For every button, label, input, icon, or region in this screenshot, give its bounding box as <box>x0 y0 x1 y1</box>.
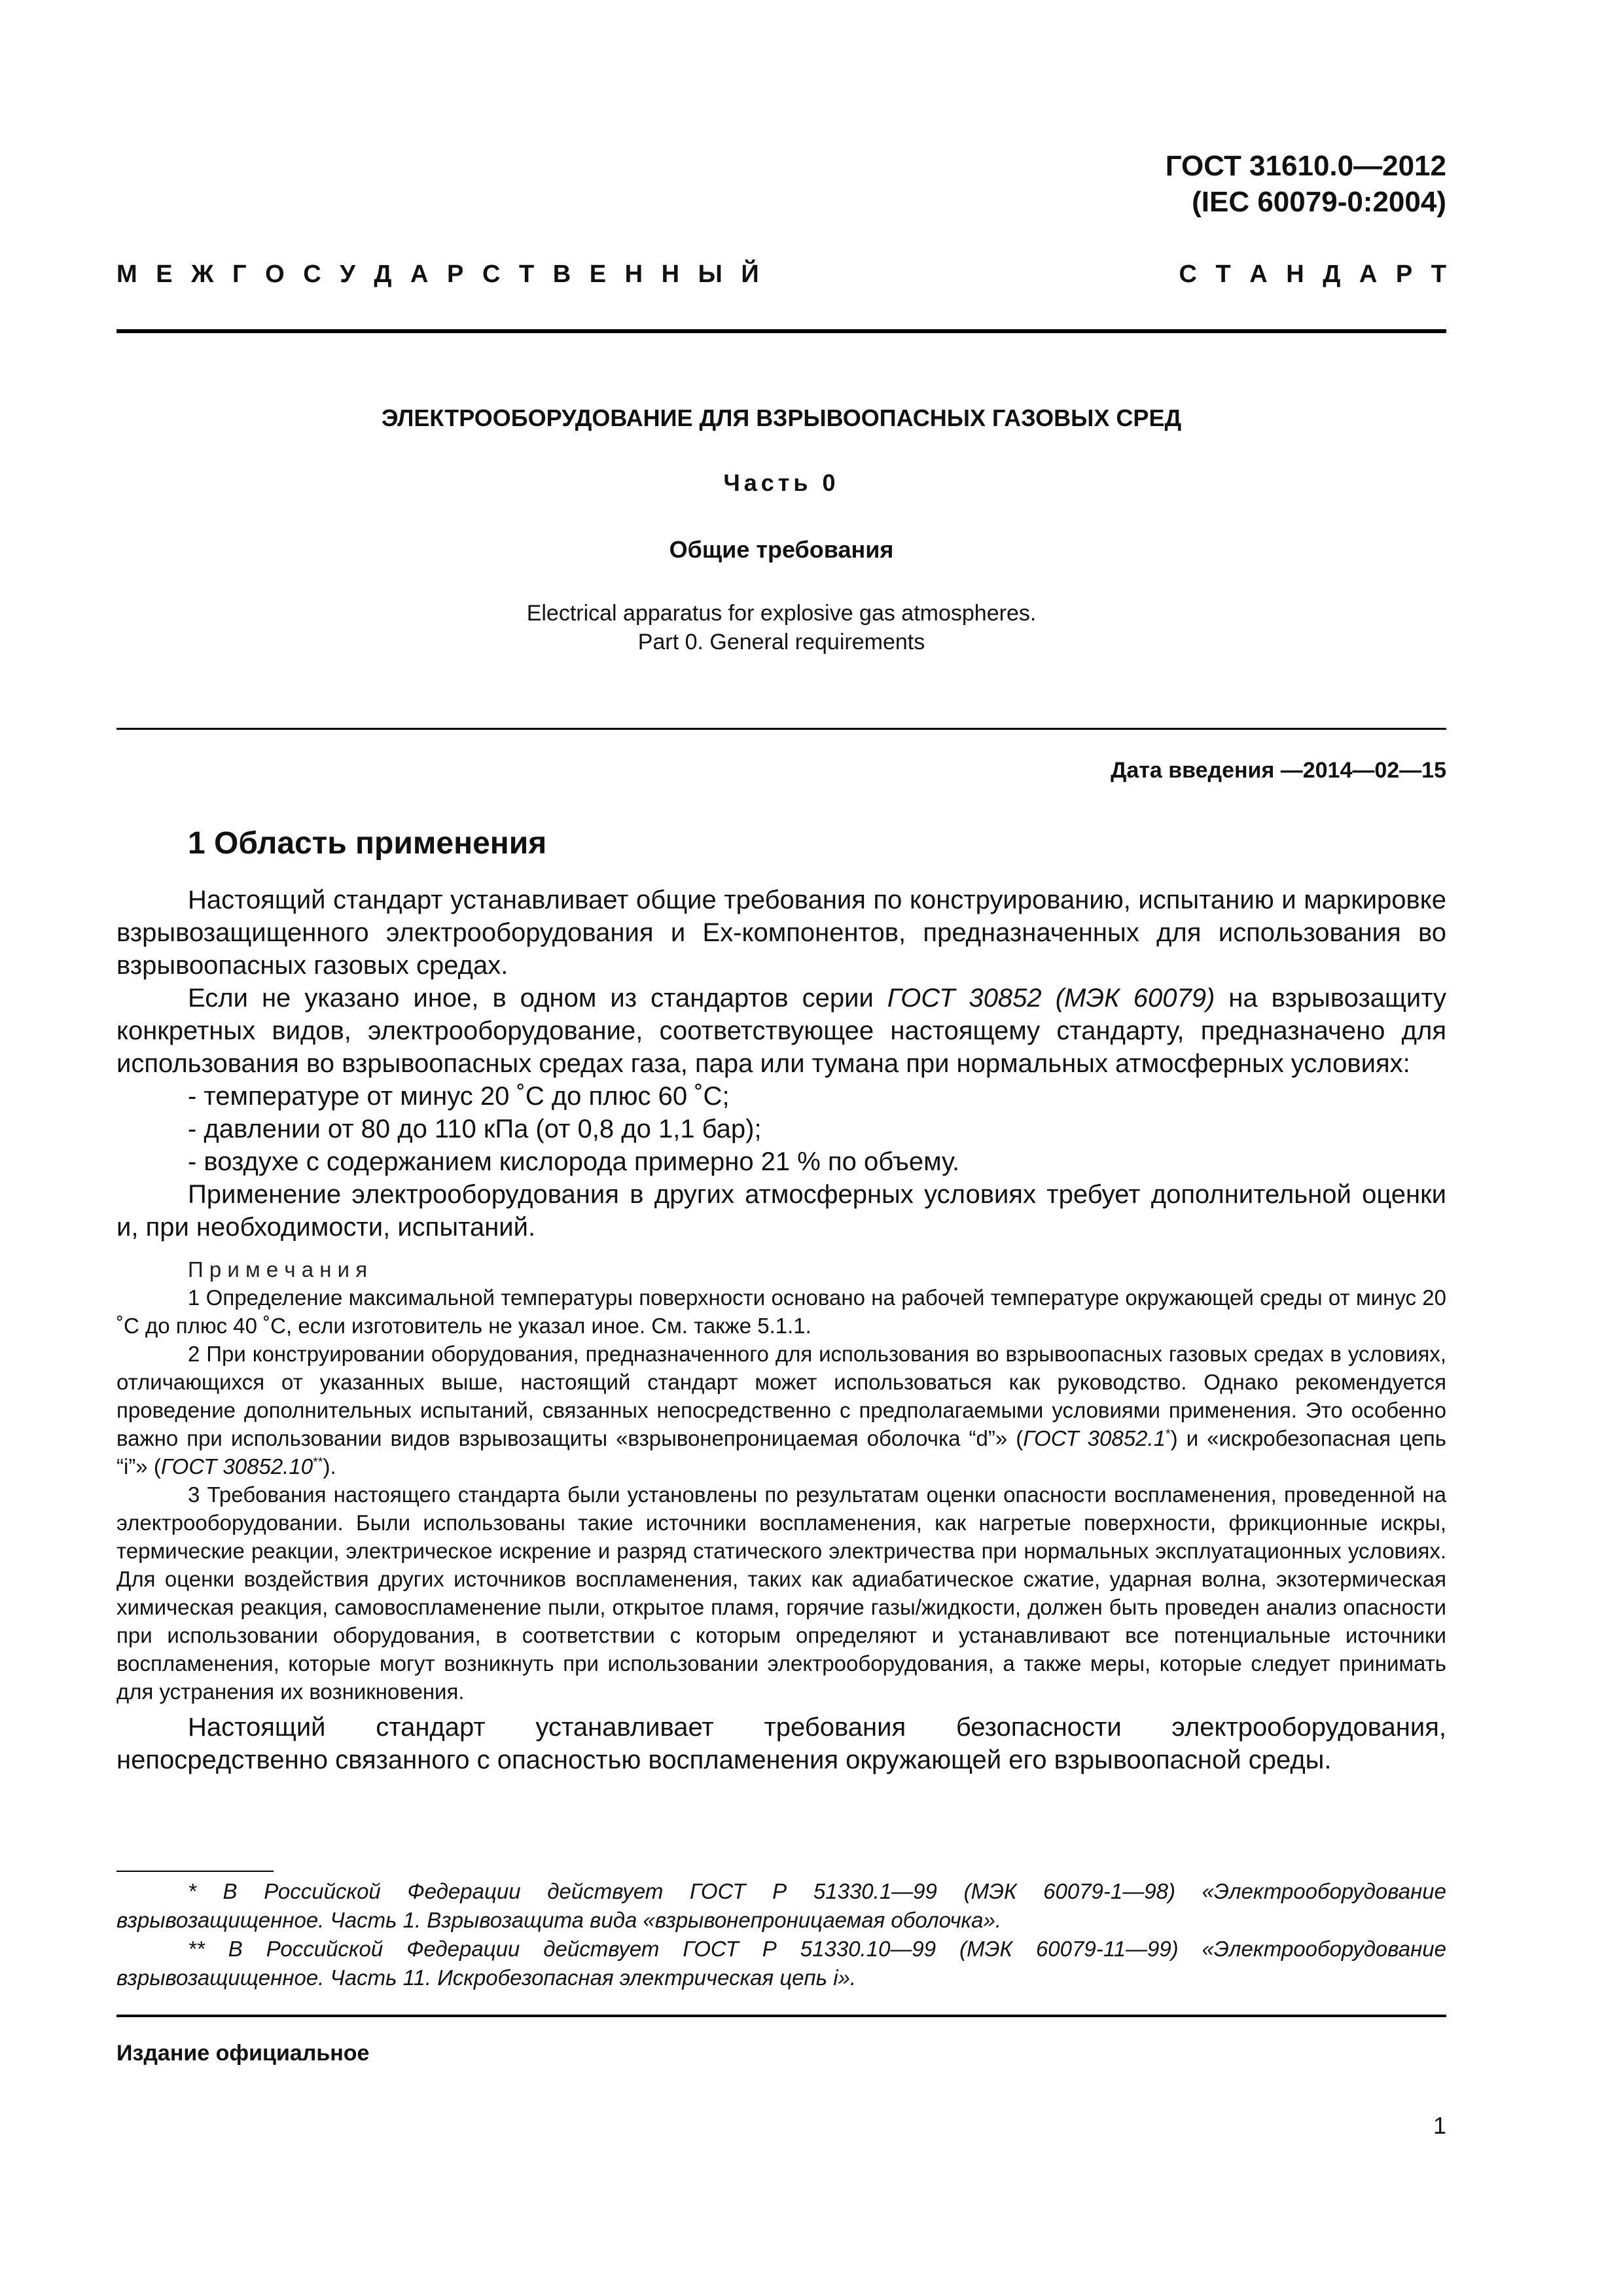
condition-list-item: - воздухе с содержанием кислорода примерно 21 % по объему. <box>188 1147 960 1176</box>
english-title-line1: Electrical apparatus for explosive gas atmospheres. <box>526 601 1037 626</box>
note-2-reference-2: ГОСТ 30852.10 <box>160 1454 313 1479</box>
document-title: ЭЛЕКТРООБОРУДОВАНИЕ ДЛЯ ВЗРЫВООПАСНЫХ ГАЗОВЫХ СРЕД <box>381 404 1182 431</box>
paragraph-2-text-b: на взрывозащиту конкретных видов, электрооборудование, соответствующее настоящему стандарту, предназначено для использования во взрывоопасных средах газа, пара или тумана при нормальных атмосферных условиях: <box>116 984 1447 1078</box>
edition-label: Издание официальное <box>116 2041 370 2066</box>
section-heading: 1 Область применения <box>188 826 547 861</box>
note-2-text-end: ). <box>323 1454 336 1479</box>
page-number: 1 <box>1433 2112 1446 2139</box>
iec-code: (IEC 60079-0:2004) <box>1192 186 1446 218</box>
paragraph-4: Настоящий стандарт устанавливает требования безопасности электрооборудования, непосредственно связанного с опасностью воспламенения окружающей его взрывоопасной среды. <box>116 1713 1446 1774</box>
notes-label: П р и м е ч а н и я <box>188 1257 368 1282</box>
header-rule <box>116 329 1446 333</box>
english-title-line2: Part 0. General requirements <box>637 630 925 655</box>
document-subtitle: Общие требования <box>669 536 894 563</box>
note-1: 1 Определение максимальной температуры поверхности основано на рабочей температуре окружающей среды от минус 20 ˚С до плюс 40 ˚С, если изготовитель не указал иное. См. также 5.1.1. <box>116 1285 1446 1338</box>
footer-rule <box>116 2015 1446 2017</box>
part-label: Часть 0 <box>723 469 840 496</box>
title-rule <box>116 728 1446 730</box>
footnote-marker: ** <box>313 1455 323 1469</box>
paragraph-2-text-a: Если не указано иное, в одном из стандартов серии <box>188 984 887 1013</box>
section-body <box>116 884 1446 1776</box>
footnote-1: * В Российской Федерации действует ГОСТ Р 51330.1—99 (МЭК 60079-1—98) «Электрооборудование взрывозащищенное. Часть 1. Взрывозащита вида «взрывонепроницаемая оболочка». <box>116 1879 1446 1932</box>
condition-list-item: - давлении от 80 до 110 кПа (от 0,8 до 1,1 бар); <box>188 1115 762 1143</box>
footnote-marker: * <box>1165 1427 1171 1441</box>
paragraph-1: Настоящий стандарт устанавливает общие требования по конструированию, испытанию и маркировке взрывозащищенного электрооборудования и Ex-компонентов, предназначенных для использования во взрывоопасных газовых средах. <box>116 886 1446 980</box>
paragraph-2 <box>116 982 1446 1080</box>
paragraph-3: Применение электрооборудования в других атмосферных условиях требует дополнительной оценки и, при необходимости, испытаний. <box>116 1180 1446 1242</box>
note-2-reference-1: ГОСТ 30852.1 <box>1023 1426 1166 1450</box>
introduction-date: Дата введения —2014—02—15 <box>1111 758 1446 783</box>
banner-standard: С Т А Н Д А Р Т <box>1179 260 1446 288</box>
paragraph-2-reference: ГОСТ 30852 (МЭК 60079) <box>887 984 1215 1013</box>
condition-list-item: - температуре от минус 20 ˚С до плюс 60 ˚С; <box>188 1082 730 1111</box>
note-3: 3 Требования настоящего стандарта были установлены по результатам оценки опасности воспламенения, проведенной на электрооборудовании. Были использованы такие источники воспламенения, как нагретые поверхности, фрикционные искры, термические реакции, электрическое искрение и разряд статического электричества при нормальных эксплуатационных условиях. Для оценки воздействия других источников воспламенения, таких как адиабатическое сжатие, ударная волна, экзотермическая химическая реакция, самовоспламенение пыли, открытое пламя, горячие газы/жидкости, должен быть проведен анализ опасности при использовании оборудования, в соответствии с которым определяют и устанавливают все потенциальные источники воспламенения, которые могут возникнуть при использовании электрооборудования, а также меры, которые следует принимать для устранения их возникновения. <box>116 1482 1446 1704</box>
footnote-2: ** В Российской Федерации действует ГОСТ Р 51330.10—99 (МЭК 60079-11—99) «Электрооборудование взрывозащищенное. Часть 11. Искробезопасная электрическая цепь i». <box>116 1937 1446 1990</box>
footnotes <box>116 1877 1446 1992</box>
banner-interstate: М Е Ж Г О С У Д А Р С Т В Е Н Н Ы Й <box>116 260 759 288</box>
note-2-text-a: 2 При конструировании оборудования, предназначенного для использования во взрывоопасных газовых средах в условиях, отличающихся от указанных выше, настоящий стандарт может использоваться как руководство. Однако рекомендуется проведение дополнительных испытаний, связанных непосредственно с предполагаемыми условиями применения. Это особенно важно при использовании видов взрывозащиты «взрывонепроницаемая оболочка “d”» ( <box>116 1342 1446 1450</box>
note-2-text-mid: ) и «искробезопасная цепь “i”» ( <box>116 1426 1446 1479</box>
note-2 <box>116 1340 1446 1480</box>
standard-code: ГОСТ 31610.0—2012 <box>1165 150 1446 182</box>
footnote-separator <box>116 1871 274 1872</box>
